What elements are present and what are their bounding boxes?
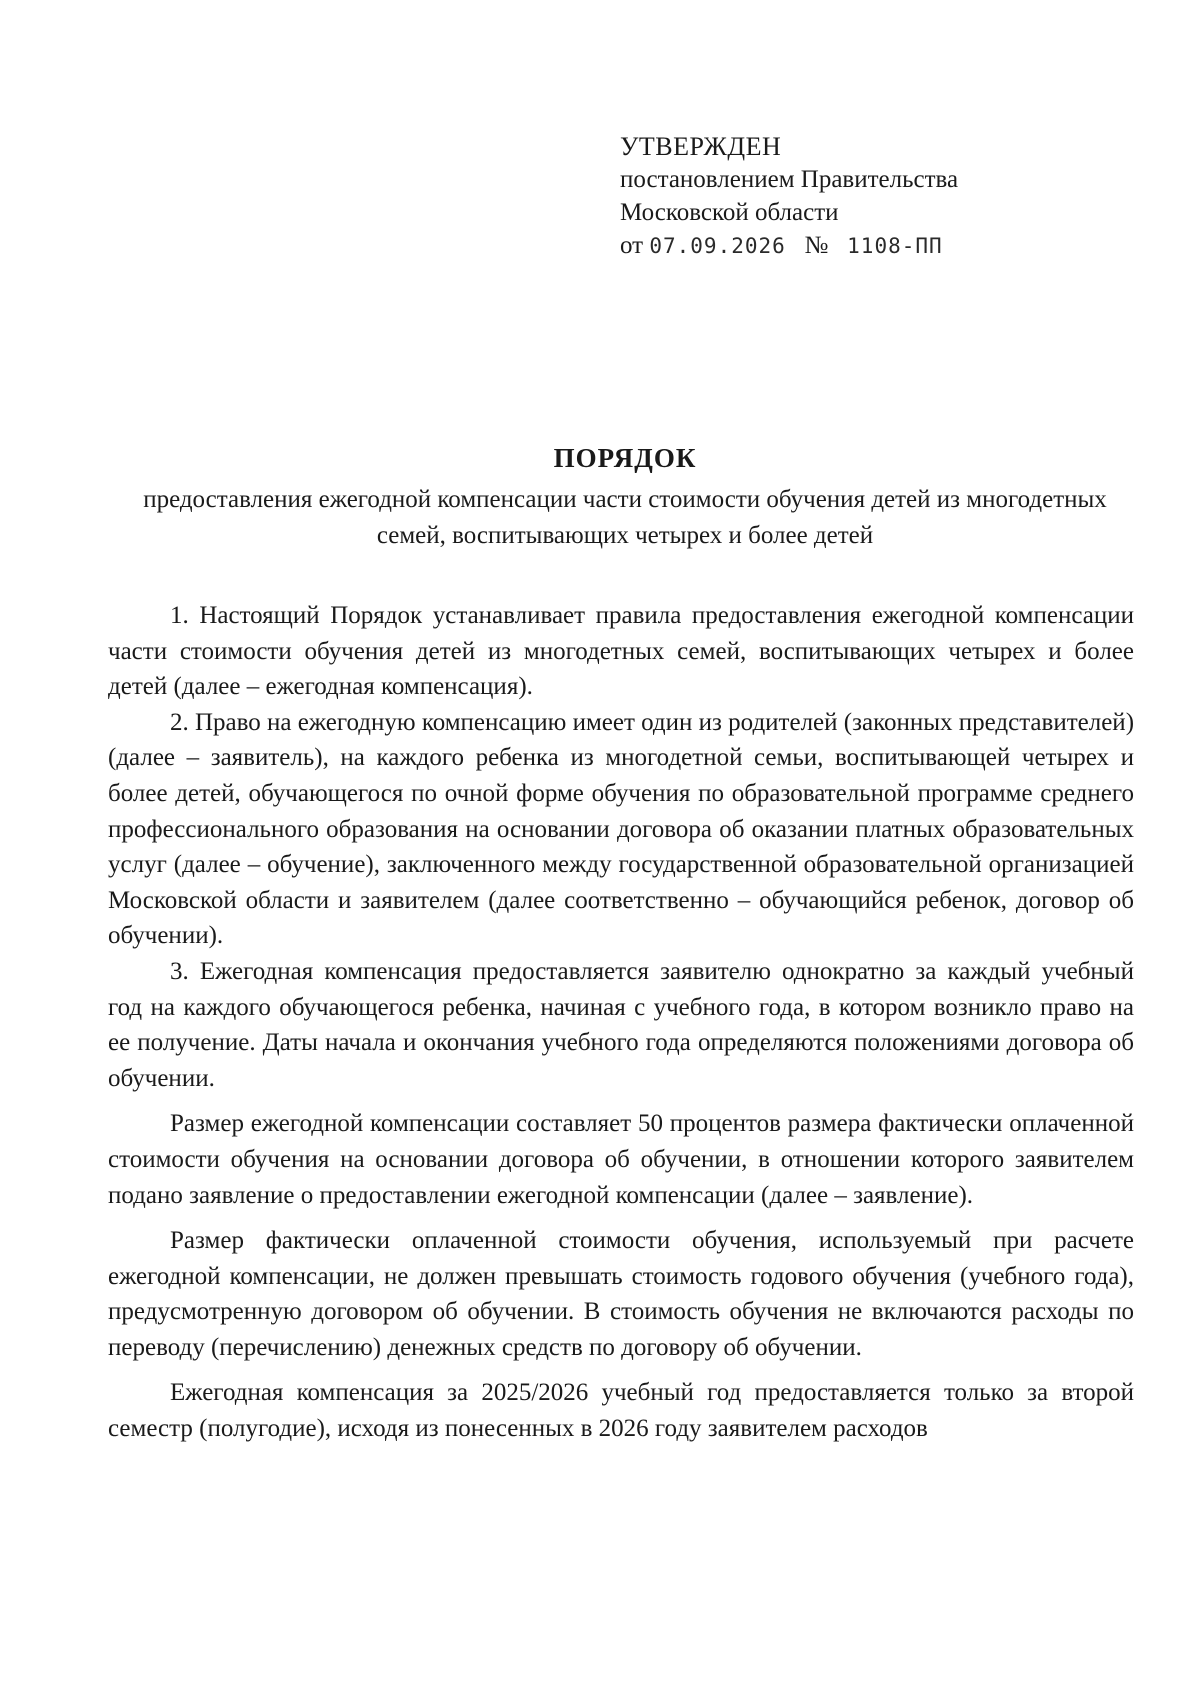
- title-block: [130, 440, 1120, 554]
- approval-date: 07.09.2026: [649, 234, 786, 258]
- document-body: [108, 598, 1134, 1447]
- approval-block: [620, 130, 958, 263]
- approval-date-line: [620, 229, 958, 263]
- approval-line-1: постановлением Правительства: [620, 166, 959, 193]
- number-sign: №: [804, 232, 829, 259]
- paragraph-3: 3. Ежегодная компенсация предоставляется заявителю однократно за каждый учебный год на каждого обучающегося ребенка, начиная с учебного года, в котором возникло право на ее получение. Даты начала и окончания учебного года определяются положениями договора об обучении.: [108, 957, 1134, 1092]
- paragraph-6: Ежегодная компенсация за 2025/2026 учебный год предоставляется только за второй семестр (полугодие), исходя из понесенных в 2026 году заявителем расходов: [108, 1379, 1134, 1443]
- paragraph-4: Размер ежегодной компенсации составляет 50 процентов размера фактически оплаченной стоимости обучения на основании договора об обучении, в отношении которого заявителем подано заявление о предоставлении ежегодной компенсации (далее – заявление).: [108, 1110, 1134, 1209]
- paragraph-5: Размер фактически оплаченной стоимости обучения, используемый при расчете ежегодной компенсации, не должен превышать стоимость годового обучения (учебного года), предусмотренную договором об обучении. В стоимость обучения не включаются расходы по переводу (перечислению) денежных средств по договору об обучении.: [108, 1227, 1134, 1361]
- approval-number: 1108-ПП: [847, 234, 943, 258]
- paragraph-1: 1. Настоящий Порядок устанавливает правила предоставления ежегодной компенсации части стоимости обучения детей из многодетных семей, воспитывающих четырех и более детей (далее – ежегодная компенсация).: [108, 602, 1134, 701]
- approval-line-2: Московской области: [620, 199, 839, 226]
- approval-heading: УТВЕРЖДЕН: [620, 132, 782, 161]
- document-subtitle: предоставления ежегодной компенсации части стоимости обучения детей из многодетных семей, воспитывающих четырех и более детей: [143, 486, 1107, 549]
- date-prefix: от: [620, 232, 644, 259]
- document-title: ПОРЯДОК: [553, 443, 697, 473]
- paragraph-2: 2. Право на ежегодную компенсацию имеет один из родителей (законных представителей) (далее – заявитель), на каждого ребенка из многодетной семьи, воспитывающей четырех и более детей, обучающегося по очной форме обучения по образовательной программе среднего профессионального образования на основании договора об оказании платных образовательных услуг (далее – обучение), заключенного между государственной образовательной организацией Московской области и заявителем (далее соответственно – обучающийся ребенок, договор об обучении).: [108, 708, 1135, 950]
